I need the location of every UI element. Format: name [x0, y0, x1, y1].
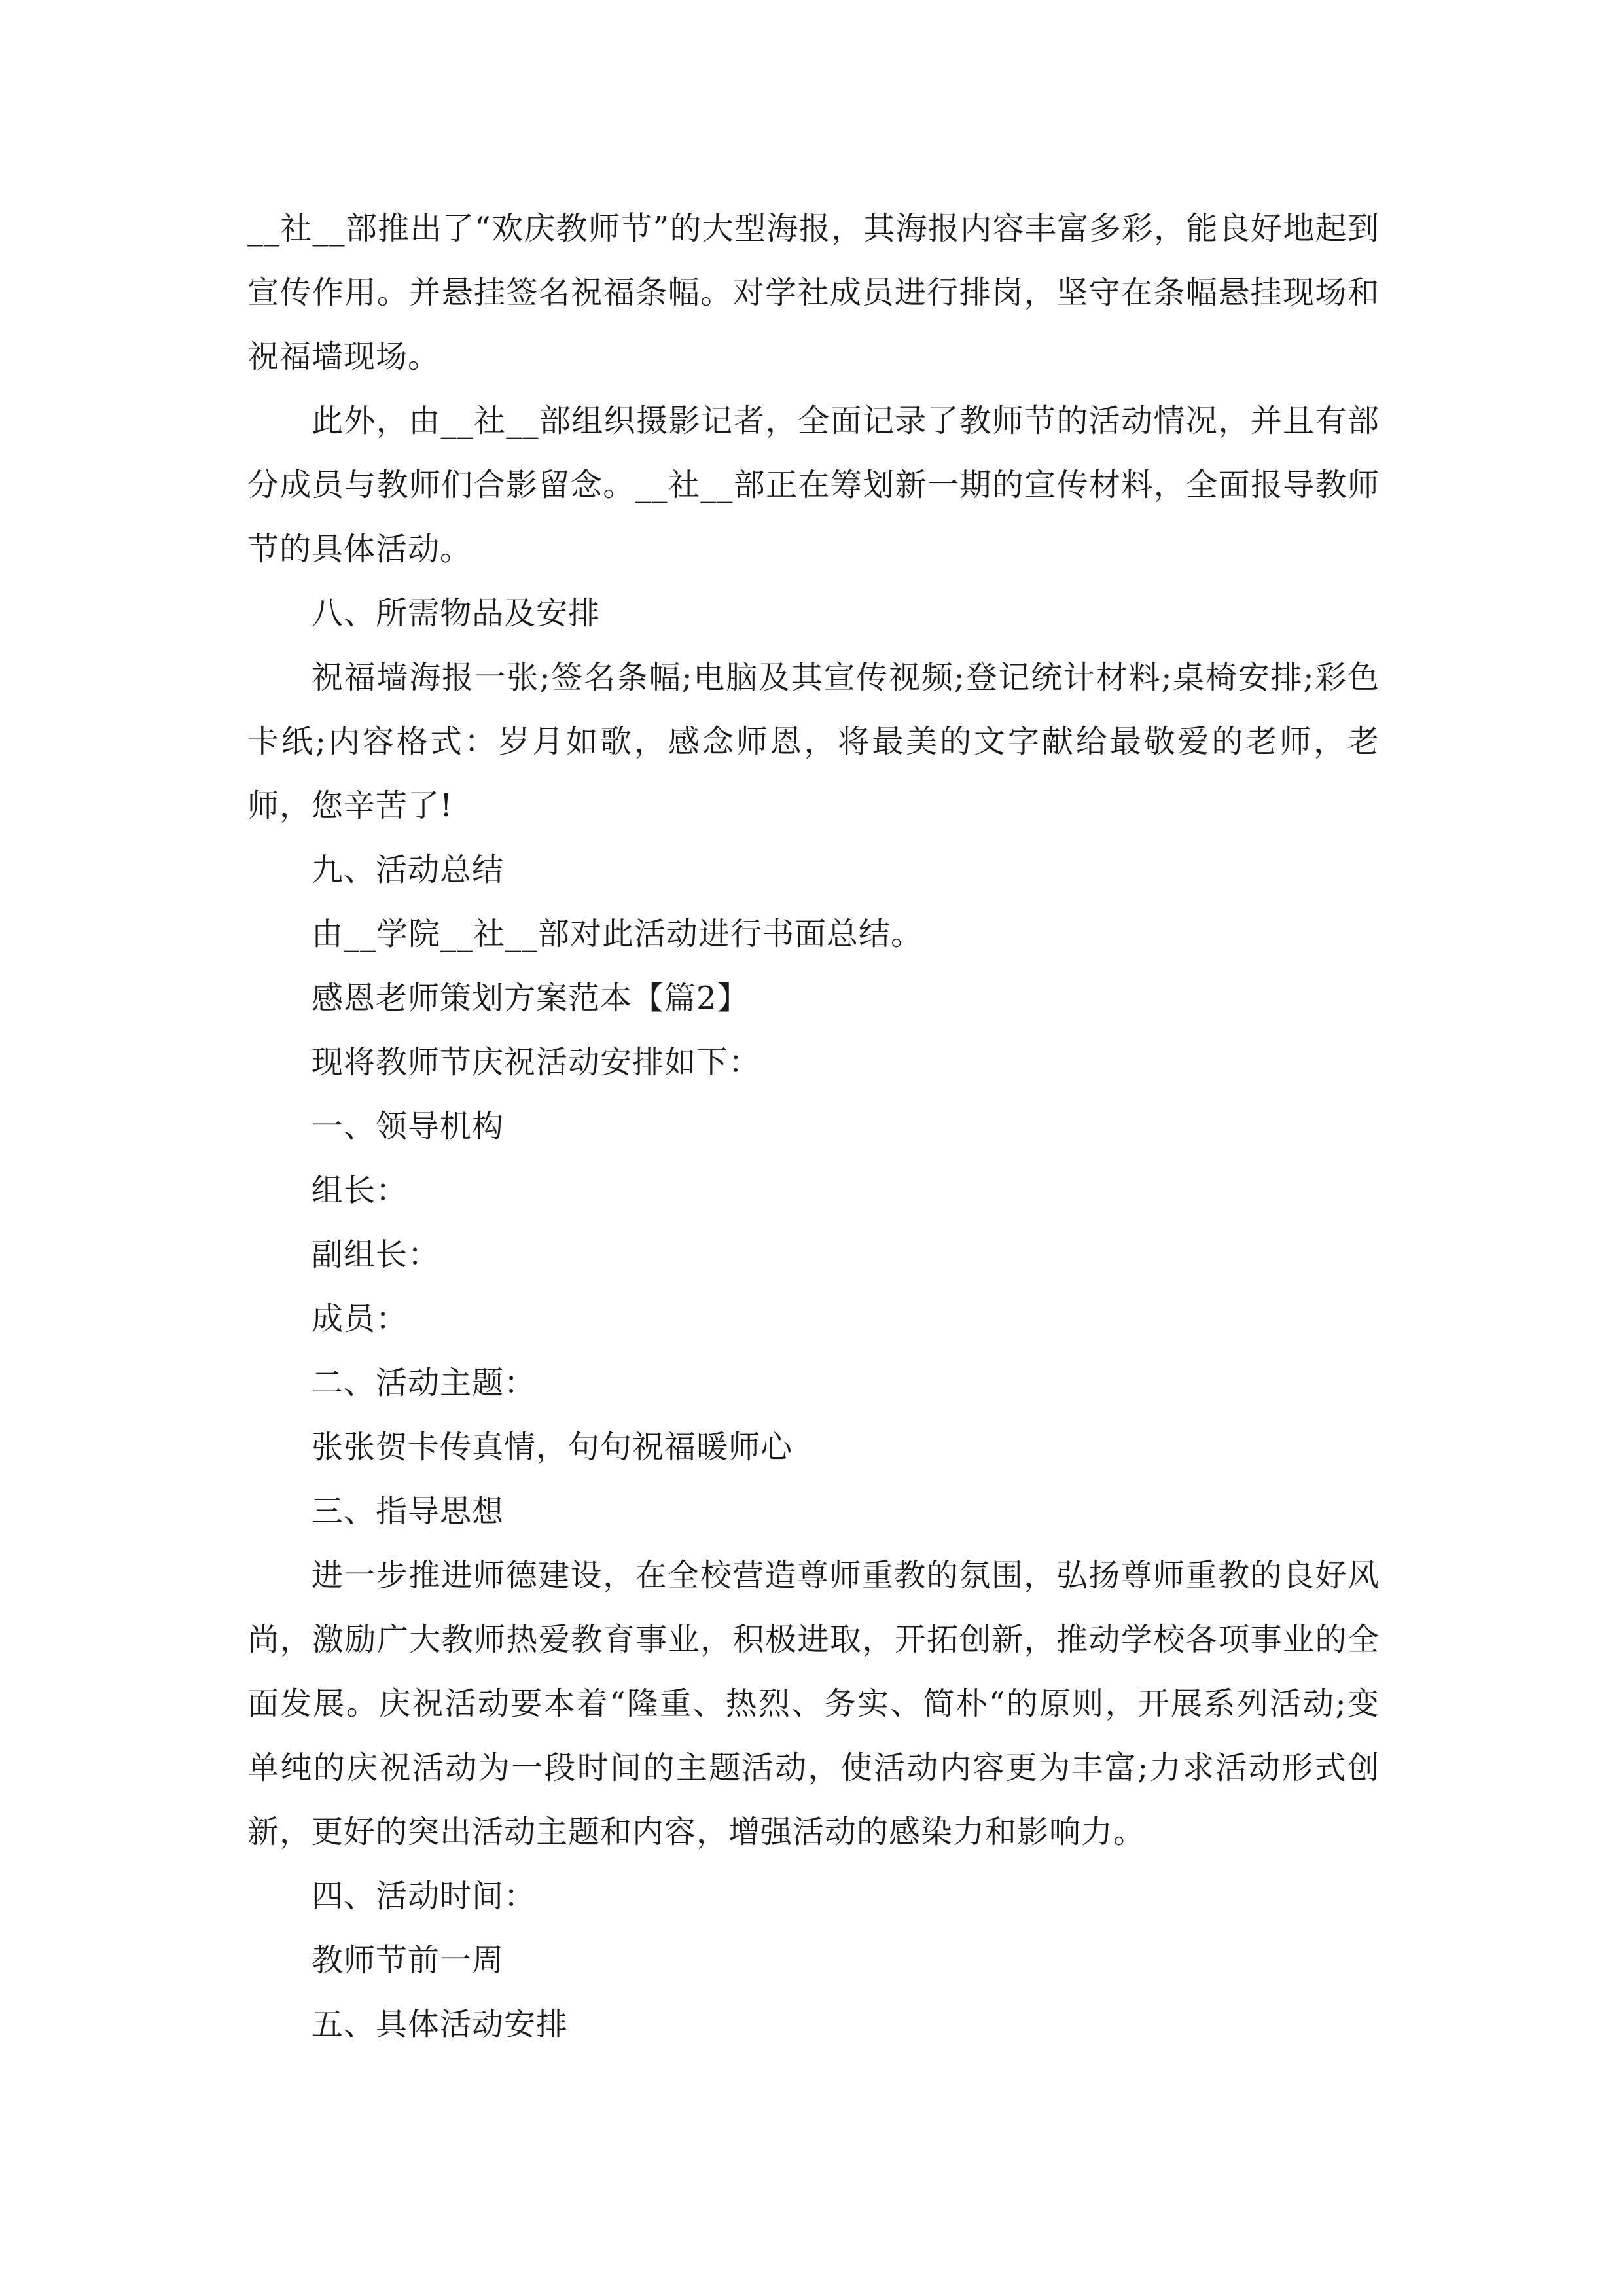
- paragraph-photography: 此外，由__社__部组织摄影记者，全面记录了教师节的活动情况，并且有部分成员与教师们合影留念。__社__部正在筹划新一期的宣传材料，全面报导教师节的具体活动。: [247, 403, 1380, 567]
- members-label: 成员：: [312, 1300, 408, 1337]
- leader-label: 组长：: [312, 1172, 408, 1209]
- heading-activity-time: 四、活动时间：: [312, 1878, 537, 1914]
- heading-guiding-idea: 三、指导思想: [312, 1493, 505, 1530]
- paragraph-intro: 现将教师节庆祝活动安排如下：: [312, 1044, 761, 1081]
- heading-activity-plan: 五、具体活动安排: [312, 2006, 569, 2043]
- paragraph-materials: 祝福墙海报一张;签名条幅;电脑及其宣传视频;登记统计材料;桌椅安排;彩色卡纸;内容格式：岁月如歌，感念师恩，将最美的文字献给最敬爱的老师，老师，您辛苦了!: [247, 659, 1380, 824]
- heading-section-8: 八、所需物品及安排: [312, 595, 601, 632]
- heading-section-9: 九、活动总结: [312, 852, 505, 888]
- paragraph-guiding-idea: 进一步推进师德建设，在全校营造尊师重教的氛围，弘扬尊师重教的良好风尚，激励广大教师热爱教育事业，积极进取，开拓创新，推动学校各项事业的全面发展。庆祝活动要本着“隆重、热烈、务实、简朴“的原则，开展系列活动;变单纯的庆祝活动为一段时间的主题活动，使活动内容更为丰富;力求活动形式创新，更好的突出活动主题和内容，增强活动的感染力和影响力。: [247, 1557, 1380, 1850]
- document-page: [247, 196, 1380, 2056]
- heading-leadership: 一、领导机构: [312, 1108, 505, 1145]
- paragraph-theme: 张张贺卡传真情，句句祝福暖师心: [312, 1429, 793, 1465]
- paragraph-publicity: __社__部推出了“欢庆教师节”的大型海报，其海报内容丰富多彩，能良好地起到宣传作用。并悬挂签名祝福条幅。对学社成员进行排岗，坚守在条幅悬挂现场和祝福墙现场。: [247, 210, 1380, 375]
- heading-article-2: 感恩老师策划方案范本【篇2】: [312, 980, 749, 1016]
- paragraph-activity-time: 教师节前一周: [312, 1942, 505, 1979]
- paragraph-summary: 由__学院__社__部对此活动进行书面总结。: [312, 916, 923, 952]
- heading-theme: 二、活动主题：: [312, 1365, 537, 1401]
- deputy-leader-label: 副组长：: [312, 1236, 440, 1273]
